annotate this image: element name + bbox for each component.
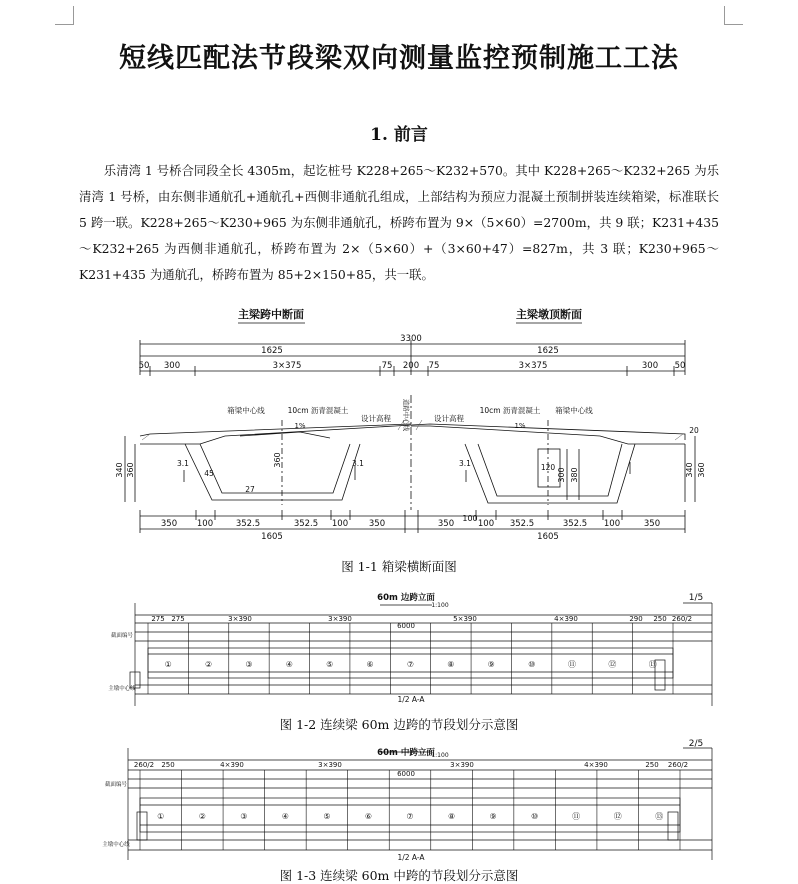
dim-height-360-left: 360 [126,462,135,478]
segment-number: ⑦ [406,812,414,821]
segment-number: ⑦ [406,660,415,669]
label-slope-ratio-mid: 3.1 [352,459,364,468]
segment-number: ⑫ [608,660,617,669]
segment-number: ③ [245,660,253,669]
dim-height-340-right: 340 [685,462,694,478]
segment-number: ① [157,812,165,821]
figure-3-dim-5: 3×390 [450,761,474,769]
dim-bot-r1: 350 [437,519,455,529]
label-27: 27 [245,485,255,494]
dim-top-seg-l2: 300 [163,361,181,371]
label-box-center-line-left: 箱梁中心线 [227,406,265,415]
segment-number: ⑨ [487,660,495,669]
dim-top-seg-l1: 50 [138,361,150,371]
figure-3-dim-6: 4×390 [584,761,608,769]
dim-top-seg-l4: 75 [381,361,393,371]
dim-height-340-left: 340 [115,462,124,478]
intro-paragraph: 乐清湾 1 号桥合同段全长 4305m，起讫桩号 K228+265～K232+570。其中 K228+265～K232+265 为乐清湾 1 号桥，由东侧非通航孔+通航孔+西侧非通航孔组成，上部结构为预应力混凝土预制拼装连续箱梁，标准联长 5 跨一联。K228+265～K230+965 为东侧非通航孔，桥跨布置为 9×（5×60）=2700m，共 9 联；K231+435～K232+265 为西侧非通航孔，桥跨布置为 2×（5×60）+（3×60+47）=827m，共 3 联；K230+965～K231+435 为通航孔，桥跨布置为 85+2×150+85，共一联。 [79,163,719,282]
figure-2-header: 60m 边跨立面 [377,593,435,603]
segment-number: ⑪ [568,660,577,669]
figure-2-dim-6: 4×390 [554,615,578,623]
figure-3-header: 60m 中跨立面 [377,748,435,758]
figure-3-dim-4: 3×390 [318,761,342,769]
dim-bot-r6: 350 [643,519,661,529]
figure-2-dim-5: 5×390 [453,615,477,623]
figure-3-page-no: 2/5 [688,739,704,749]
dim-height-380: 380 [570,467,579,483]
segment-number: ⑨ [489,812,497,821]
label-asphalt-left: 10cm 沥青混凝土 [287,406,349,415]
dim-bot-total-left: 1605 [261,532,283,542]
segment-number: ⑤ [326,660,334,669]
figure-3-row-label-top: 截面编号 [104,782,128,788]
figure-3-dim-2: 250 [161,761,175,769]
figure-2-dim-1: 275 [151,615,165,623]
figure-3-section-label: 1/2 A-A [397,853,425,862]
figure-3-dim-7: 250 [645,761,659,769]
label-design-elevation-right: 设计高程 [434,414,464,423]
figure-2-total: 6000 [397,622,415,630]
dim-bot-l6: 350 [368,519,386,529]
figure-3-dim-1: 260/2 [133,761,155,769]
segment-number: ① [164,660,172,669]
figure-2-page-no: 1/5 [688,593,704,603]
label-slope-ratio-right: 3.1 [459,459,471,468]
label-road-center: 道路中心线 [402,398,410,432]
dim-top-seg-r3: 300 [641,361,659,371]
figure-2-row-label-bottom: 主墩中心线 [108,686,136,692]
dim-height-300: 300 [557,467,566,483]
dim-bot-l1: 350 [160,519,178,529]
figure-2-row-label-top: 截面编号 [110,633,134,639]
figure-3-scale: 1:100 [431,752,449,759]
figure-3-dim-3: 4×390 [220,761,244,769]
segment-number: ⑤ [323,812,331,821]
dim-bot-l4: 352.5 [293,519,319,529]
figure-2-scale: 1:100 [431,602,449,609]
document-title: 短线匹配法节段梁双向测量监控预制施工工法 [119,43,679,74]
dim-height-360-mid: 360 [273,452,282,468]
dim-top-seg-l3: 3×375 [272,361,302,371]
segment-number: ④ [285,660,293,669]
segment-number: ④ [281,812,289,821]
segment-number: ③ [240,812,248,821]
segment-number: ⑥ [364,812,373,821]
label-slope-right: 1% [514,422,526,430]
dim-height-360-right: 360 [697,462,706,478]
label-20: 20 [689,426,699,435]
figure-3-dim-8: 260/2 [667,761,689,769]
dim-bot-r-seg: 100 [462,514,478,523]
dim-top-seg-r1: 75 [428,361,440,371]
segment-number: ⑥ [366,660,374,669]
segment-number: ② [198,812,206,821]
dim-half-right: 1625 [537,346,559,356]
segment-number: ⑬ [648,660,657,669]
figure-1-caption: 图 1-1 箱梁横断面图 [341,559,457,574]
figure-2-section-label: 1/2 A-A [397,695,425,704]
figure-2-caption: 图 1-2 连续梁 60m 边跨的节段划分示意图 [279,717,519,732]
segment-number: ⑪ [572,812,581,821]
label-asphalt-right: 10cm 沥青混凝土 [479,406,541,415]
dim-bot-l5: 100 [331,519,349,529]
dim-bot-total-right: 1605 [537,532,559,542]
dim-total-top: 3300 [400,334,422,344]
segment-number: ② [204,660,213,669]
figure-2-dim-2: 275 [171,615,185,623]
figure-2-dim-8: 250 [653,615,667,623]
figure-1-left-title: 主梁跨中断面 [238,308,304,321]
figure-1-right-title: 主梁墩顶断面 [516,308,582,321]
segment-number: ⑩ [531,812,539,821]
figure-2-dim-4: 3×390 [328,615,352,623]
figure-2-dim-3: 3×390 [228,615,252,623]
figure-2-dim-9: 260/2 [671,615,693,623]
segment-number: ⑫ [613,812,622,821]
figure-2-dim-7: 290 [629,615,643,623]
label-design-elevation-left: 设计高程 [361,414,391,423]
dim-bot-l3: 352.5 [235,519,261,529]
dim-bot-r3: 352.5 [509,519,535,529]
dim-top-seg-l5: 200 [402,361,420,371]
dim-bot-l2: 100 [196,519,214,529]
figure-3-total: 6000 [397,770,415,778]
figure-3-caption: 图 1-3 连续梁 60m 中跨的节段划分示意图 [279,868,519,883]
segment-number: ⑧ [447,660,455,669]
dim-bot-r5: 100 [603,519,621,529]
figure-3-row-label-bottom: 主墩中心线 [102,842,130,848]
segment-number: ⑧ [447,812,456,821]
label-120: 120 [540,463,556,472]
label-web-angle: 45 [204,469,214,478]
dim-top-seg-r4: 50 [674,361,686,371]
label-box-center-line-right: 箱梁中心线 [555,406,593,415]
segment-number: ⑩ [528,660,536,669]
dim-bot-r4: 352.5 [562,519,588,529]
dim-top-seg-r2: 3×375 [518,361,548,371]
label-slope-ratio-left: 3.1 [177,459,189,468]
dim-bot-r2: 100 [477,519,495,529]
segment-number: ⑬ [655,812,664,821]
section-heading: 1. 前言 [370,125,428,145]
label-slope-left: 1% [294,422,306,430]
dim-half-left: 1625 [261,346,283,356]
